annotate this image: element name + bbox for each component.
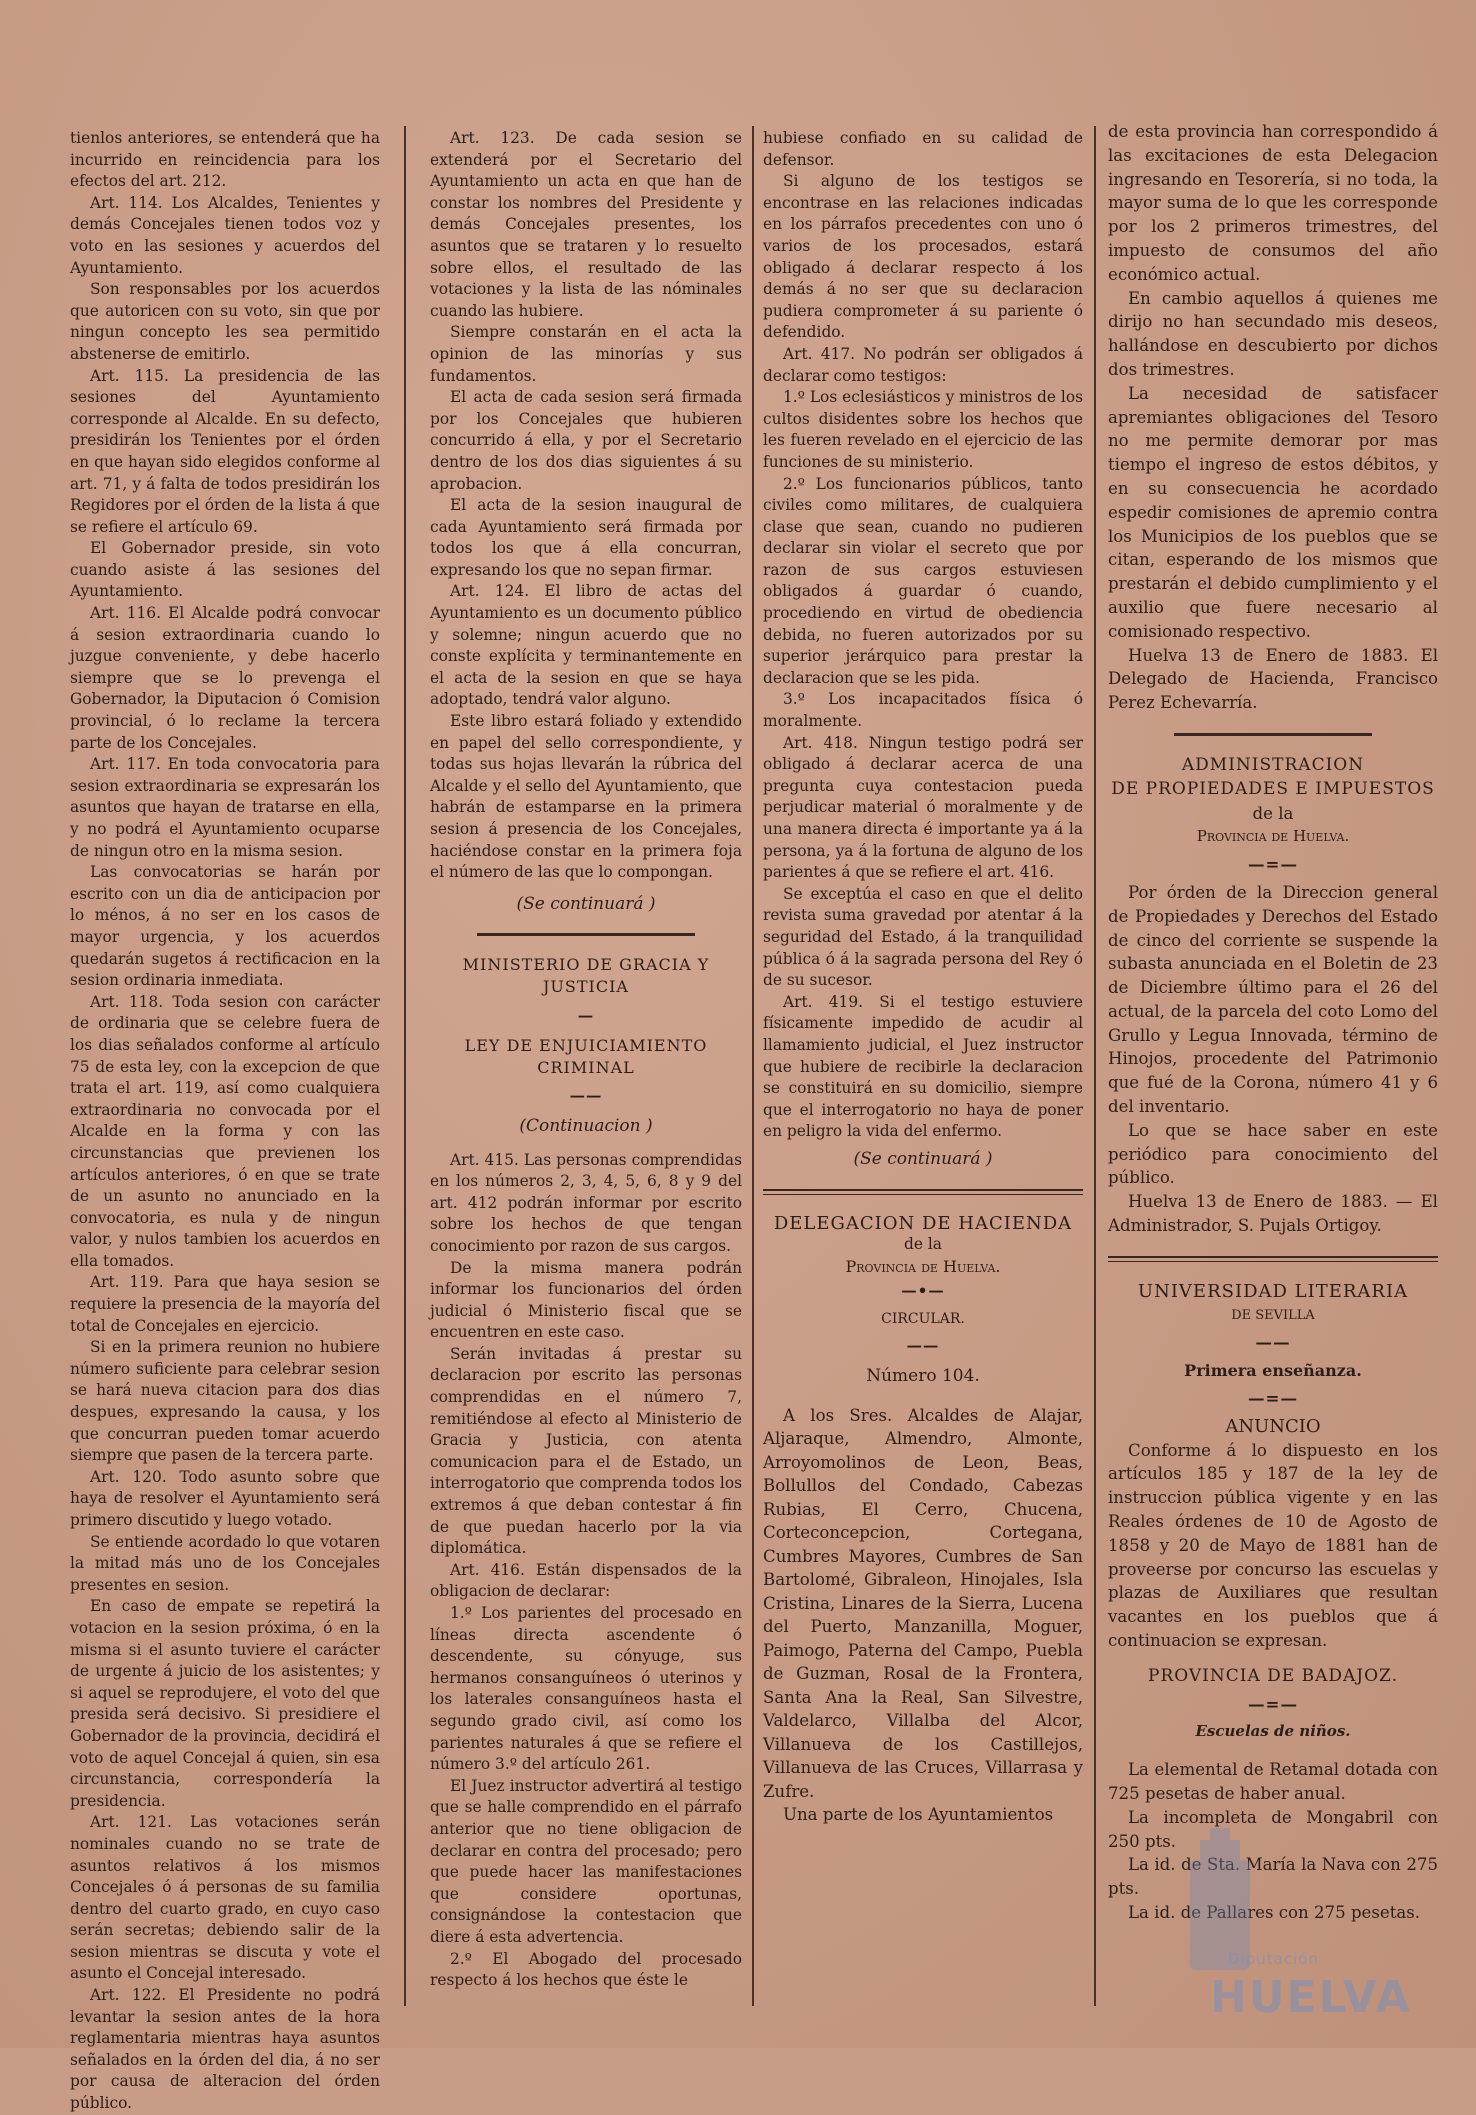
watermark-text: HUELVA — [1210, 1972, 1412, 2023]
column-rule-1 — [404, 126, 406, 2006]
paragraph: Lo que se hace saber en este periódico para conocimiento del público. — [1108, 1120, 1438, 1188]
paragraph: Art. 124. El libro de actas del Ayuntamiento es un documento público y solemne; ningun acuerdo que no conste explícita y terminantemente en el acta de la sesion en que se haya adoptado, tendrá valor alguno. — [430, 582, 742, 709]
paragraph: Se entiende acordado lo que votaren la mitad más uno de los Concejales presentes en sesion. — [70, 1532, 380, 1594]
small-divider: —=— — [1247, 854, 1299, 875]
section-divider — [763, 1189, 1083, 1195]
paragraph: 2.º El Abogado del procesado respecto á los hechos que éste le — [430, 1949, 742, 1990]
paragraph: Se exceptúa el caso en que el delito revista suma gravedad por atentar á la seguridad del Estado, á la tranquilidad pública ó á la sagrada persona del Rey ó de su sucesor. — [763, 884, 1083, 990]
paragraph: Siempre constarán en el acta la opinion de las minorías y sus fundamentos. — [430, 323, 742, 385]
paragraph: La elemental de Retamal dotada con 725 pesetas de haber anual. — [1108, 1760, 1438, 1803]
paragraph: La incompleta de Mongabril con 250 pts. — [1108, 1807, 1438, 1851]
column-rule-3 — [1094, 126, 1096, 2006]
column-rule-2 — [752, 126, 754, 2006]
paragraph: tienlos anteriores, se entenderá que ha incurrido en reincidencia para los efectos del art. 212. — [70, 129, 380, 191]
subtitle-sevilla: DE SEVILLA — [1231, 1307, 1315, 1323]
small-divider: —— — [569, 1087, 603, 1106]
paragraph: 2.º Los funcionarios públicos, tanto civiles como militares, de cualquiera clase que sean, cuando no pudieren declarar sin violar el secreto que por razon de sus cargos estuviesen obligados á guardar ó cuando, procediendo en virtud de obediencia debida, no fueren autorizados por su superior jerárquico para prestar la declaracion que se les pida. — [763, 474, 1083, 687]
column-2 — [430, 128, 742, 2028]
section-title-administracion: ADMINISTRACION — [1181, 754, 1365, 775]
section-divider — [477, 933, 695, 936]
anuncio-title: ANUNCIO — [1225, 1415, 1321, 1437]
paragraph: La id. de Pallares con 275 pesetas. — [1128, 1902, 1421, 1922]
paragraph: De la misma manera podrán informar los funcionarios del órden judicial ó Ministerio fiscal que se encuentren en este caso. — [430, 1258, 742, 1342]
section-divider — [1174, 733, 1372, 736]
paragraph: Art. 116. El Alcalde podrá convocar á sesion extraordinaria cuando lo juzgue conveniente, y debe hacerlo siempre que se lo prevenga el Gobernador, la Diputacion ó Comision provincial, ó lo reclame la tercera parte de los Concejales. — [70, 604, 380, 752]
paragraph: Huelva 13 de Enero de 1883. El Delegado de Hacienda, Francisco Perez Echevarría. — [1108, 645, 1438, 713]
paragraph: Art. 415. Las personas comprendidas en los números 2, 3, 4, 5, 6, 8 y 9 del art. 412 podrán informar por escrito sobre los hechos de que tengan conocimiento por razon de sus cargos. — [430, 1150, 742, 1255]
paragraph: Conforme á lo dispuesto en los artículos 185 y 187 de la ley de instruccion pública vigente y en las Reales órdenes de 10 de Agosto de 1858 y 20 de Mayo de 1881 han de proveerse por concurso las escuelas y plazas de Auxiliares que resultan vacantes en los pueblos que á continuacion se expresan. — [1108, 1440, 1438, 1651]
numero-label: Número 104. — [866, 1366, 980, 1387]
paragraph: Son responsables por los acuerdos que autoricen con su voto, sin que por ningun concepto les sea permitido abstenerse de emitirlo. — [70, 280, 380, 363]
paragraph: El acta de cada sesion será firmada por los Concejales que hubieren concurrido á ella, y por el Secretario dentro de los dos dias siguientes á su aprobacion. — [430, 388, 742, 493]
paragraph: Art. 416. Están dispensados de la obligacion de declarar: — [430, 1560, 742, 1601]
paragraph: Art. 121. Las votaciones serán nominales cuando no se trate de asuntos relativos á los mismos Concejales ó á personas de su familia dentro del cuarto grado, en cuyo caso serán secretas; debiendo salir de la sesion mientras se discuta y vote el asunto el Concejal interesado. — [70, 1813, 380, 1983]
watermark-subtext: Diputación — [1228, 1950, 1319, 1968]
paragraph: La id. de Sta. María la Nava con 275 pts. — [1108, 1855, 1438, 1899]
small-divider: —=— — [1247, 1693, 1299, 1714]
paragraph: 3.º Los incapacitados física ó moralmente. — [763, 690, 1083, 731]
subtitle-dela: de la — [904, 1235, 942, 1254]
circular-label: CIRCULAR. — [881, 1310, 965, 1327]
paragraph: Art. 418. Ningun testigo podrá ser obligado á declarar acerca de una pregunta cuya contestacion pueda perjudicar material ó moralmente y de una manera directa é importante ya á la persona, ya á la fortuna de alguno de los parientes á que se refiere el art. 416. — [763, 733, 1083, 882]
paragraph: Serán invitadas á prestar su declaracion por escrito las personas comprendidas en el número 7, remitiéndose al efecto al Ministerio de Gracia y Justicia, con atenta comunicacion para el de Estado, un interrogatorio que comprenda todos los extremos á que deban contestar á fin de que puedan hacerlo por la via diplomática. — [430, 1344, 742, 1558]
small-divider: —=— — [1247, 1388, 1299, 1409]
subtitle-escuelas: Escuelas de niños. — [1195, 1722, 1351, 1741]
subtitle-dela: de la — [1252, 803, 1294, 823]
paragraph: En caso de empate se repetirá la votacion en la sesion próxima, ó en la misma si el asunto tuviere el carácter de urgente á juicio de los asistentes; y si aquel se reprodujere, el voto del que presida será decisivo. Si presidiere el Gobernador de la provincia, decidirá el voto de aquel Concejal á quien, sin esa circunstancia, correspondería la presidencia. — [70, 1597, 380, 1810]
paragraph: Art. 114. Los Alcaldes, Tenientes y demás Concejales tienen todos voz y voto en las sesiones y acuerdos del Ayuntamiento. — [70, 193, 380, 277]
continuacion-note: (Continuacion ) — [519, 1115, 653, 1136]
small-divider: — — [577, 1006, 595, 1025]
paragraph: Huelva 13 de Enero de 1883. — El Administrador, S. Pujals Ortigoy. — [1108, 1192, 1438, 1236]
subtitle-primera: Primera enseñanza. — [1184, 1361, 1362, 1381]
section-title-delegacion: DELEGACION DE HACIENDA — [773, 1212, 1073, 1234]
paragraph: Una parte de los Ayuntamientos — [783, 1805, 1054, 1825]
paragraph: Art. 123. De cada sesion se extenderá por el Secretario del Ayuntamiento un acta en que han de constar los nombres del Presidente y demás Concejales presentes, los asuntos que se trataren y lo resuelto sobre ellos, el resultado de las votaciones y la lista de las nóminales cuando las hubiere. — [430, 129, 742, 320]
paragraph: Art. 117. En toda convocatoria para sesion extraordinaria se expresarán los asuntos que hayan de tratarse en ella, y no podrá el Ayuntamiento ocuparse de ningun otro en la misma sesion. — [70, 755, 380, 860]
continuation-note: (Se continuará ) — [516, 893, 656, 914]
section-title-ley: LEY DE ENJUICIAMIENTO CRIMINAL — [464, 1036, 708, 1077]
column-3 — [763, 128, 1083, 2028]
paragraph: Si alguno de los testigos se encontrase en las relaciones indicadas en los párrafos precedentes con uno ó varios de los procesados, estará obligado á declarar respecto á los demás á no ser que su declaracion pudiera comprometer á su pariente ó defendido. — [763, 172, 1083, 342]
small-divider: —— — [906, 1337, 940, 1356]
continuation-note: (Se continuará ) — [853, 1148, 993, 1169]
subtitle-provincia: Provincia de Huelva. — [1196, 827, 1350, 846]
paragraph: El Gobernador preside, sin voto cuando asiste á las sesiones del Ayuntamiento. — [70, 539, 380, 601]
paragraph: hubiese confiado en su calidad de defensor. — [763, 129, 1083, 169]
small-divider: —•— — [901, 1282, 945, 1301]
section-title-universidad: UNIVERSIDAD LITERARIA — [1137, 1280, 1409, 1302]
paragraph: Este libro estará foliado y extendido en papel del sello correspondiente, y todas sus hojas llevarán la rúbrica del Alcalde y el sello del Ayuntamiento, que habrán de estamparse en la primera sesion á presencia de los Concejales, haciéndose constar en la primera foja el número de las que lo compongan. — [430, 712, 742, 882]
section-title-ministerio: MINISTERIO DE GRACIA Y JUSTICIA — [462, 955, 710, 996]
paragraph: 1.º Los eclesiásticos y ministros de los cultos disidentes sobre los hechos que les fueren revelado en el ejercicio de las funciones de su ministerio. — [763, 388, 1083, 471]
section-divider — [1108, 1256, 1438, 1262]
paragraph: A los Sres. Alcaldes de Alajar, Aljaraque, Almendro, Almonte, Arroyomolinos de Leon, Beas, Bollullos del Condado, Cabezas Rubias, El Cerro, Chucena, Corteconcepcion, Cortegana, Cumbres Mayores, Cumbres de San Bartolomé, Gibraleon, Hinojales, Isla Cristina, Linares de la Sierra, Lucena del Puerto, Manzanilla, Moguer, Paimogo, Paterna del Campo, Puebla de Guzman, Rosal de la Frontera, Santa Ana la Real, San Silvestre, Valdelarco, Villalba del Alcor, Villanueva de los Castillejos, Villanueva de las Cruces, Villarrasa y Zufre. — [763, 1405, 1083, 1801]
paragraph: Art. 419. Si el testigo estuviere físicamente impedido de acudir al llamamiento judicial, el Juez instructor que hubiere de recibirle la declaracion se constituirá en su domicilio, siempre que el interrogatorio no haya de poner en peligro la vida del enfermo. — [763, 992, 1083, 1141]
paragraph: Art. 122. El Presidente no podrá levantar la sesion antes de la hora reglamentaria mientras haya asuntos señalados en la órden del dia, á no ser por causa de alteracion del órden público. — [70, 1986, 380, 2113]
paragraph: En cambio aquellos á quienes me dirijo no han secundado mis deseos, hallándose en descubierto por dichos dos trimestres. — [1108, 288, 1438, 379]
section-title-badajoz: PROVINCIA DE BADAJOZ. — [1148, 1665, 1398, 1686]
paragraph: Por órden de la Direccion general de Propiedades y Derechos del Estado de cinco del corriente se suspende la subasta anunciada en el Boletin de 23 de Diciembre último para el 26 del actual, de la parcela del coto Lomo del Grullo y Legua Innovada, término de Hinojos, procedente del Patrimonio que fué de la Corona, número 41 y 6 del inventario. — [1108, 882, 1438, 1117]
column-1 — [70, 128, 380, 2113]
paragraph: Art. 115. La presidencia de las sesiones del Ayuntamiento corresponde al Alcalde. En su defecto, presidirán los Tenientes por el órden en que hayan sido elegidos conforme al art. 71, y á falta de todos presidirán los Regidores por el órden de la lista á que se refiere el artículo 69. — [70, 366, 380, 536]
paragraph: de esta provincia han correspondido á las excitaciones de esta Delegacion ingresando en Tesorería, si no toda, la mayor suma de lo que les corresponde por los 2 primeros trimestres, del impuesto de consumos del año económico actual. — [1108, 122, 1438, 284]
paragraph: El acta de la sesion inaugural de cada Ayuntamiento será firmada por todos los que á ella concurran, expresando los que no sepan firmar. — [430, 496, 742, 579]
paragraph: Art. 120. Todo asunto sobre que haya de resolver el Ayuntamiento será primero discutido y luego votado. — [70, 1467, 380, 1529]
paragraph: La necesidad de satisfacer apremiantes obligaciones del Tesoro no me permite demorar por mas tiempo el ingreso de estos débitos, y en su consecuencia he acordado espedir comisiones de apremio contra los Municipios de los pueblos que se citan, esperando de los mismos que prestarán el debido cumplimiento y el auxilio que fuere necesario al comisionado respectivo. — [1108, 383, 1438, 641]
paragraph: Art. 119. Para que haya sesion se requiere la presencia de la mayoría del total de Concejales en ejercicio. — [70, 1273, 380, 1335]
paragraph: Art. 118. Toda sesion con carácter de ordinaria que se celebre fuera de los dias señalados conforme al artículo 75 de esta ley, con la excepcion de que trata el art. 119, así como cualquiera extraordinaria no convocada por el Alcalde en la forma y con las circunstancias que previenen los artículos anteriores, ó en que se trate de un asunto no anunciado en la convocatoria, es nula y de ningun valor, y nulos tambien los acuerdos en ella tomados. — [70, 992, 380, 1270]
paragraph: Si en la primera reunion no hubiere número suficiente para celebrar sesion se hará nueva citacion para dos dias despues, expresando la causa, y los que concurran pueden tomar acuerdo siempre que pasen de la tercera parte. — [70, 1338, 380, 1465]
column-4 — [1108, 120, 1438, 2020]
paragraph: Art. 417. No podrán ser obligados á declarar como testigos: — [763, 344, 1083, 385]
paragraph: El Juez instructor advertirá al testigo que se halle comprendido en el párrafo anterior que no tiene obligacion de declarar en contra del procesado; pero que puede hacer las manifestaciones que considere oportunas, consignándose la contestacion que diere á esta advertencia. — [430, 1776, 742, 1946]
section-title-propiedades: DE PROPIEDADES E IMPUESTOS — [1111, 778, 1435, 799]
subtitle-provincia: Provincia de Huelva. — [845, 1256, 1001, 1276]
small-divider: —— — [1255, 1332, 1291, 1353]
paragraph: Las convocatorias se harán por escrito con un dia de anticipacion por lo ménos, á no ser en los casos de mayor urgencia, y los acuerdos quedarán sugetos á rectificacion en la sesion ordinaria inmediata. — [70, 863, 380, 990]
paragraph: 1.º Los parientes del procesado en líneas directa ascendente ó descendente, su cónyuge, sus hermanos consanguíneos ó uterinos y los laterales consanguíneos hasta el segundo grado civil, así como los parientes naturales á que se refiere el número 3.º del artículo 261. — [430, 1604, 742, 1774]
